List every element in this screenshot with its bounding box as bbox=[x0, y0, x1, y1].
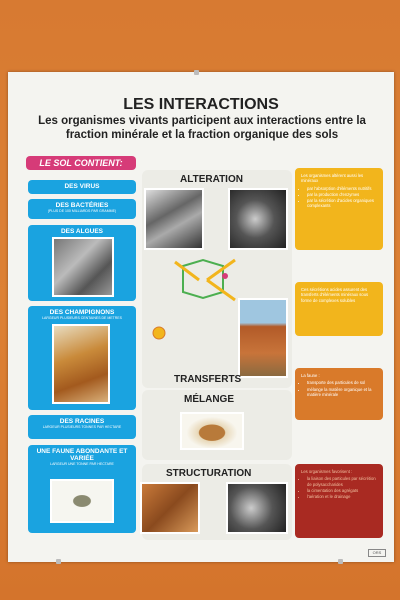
left-item-virus bbox=[28, 180, 136, 194]
hexagon-shape bbox=[183, 260, 223, 298]
list-item: • par la sécrétion d'acides organiques complexants bbox=[307, 198, 377, 209]
list-item: • la cimentation des agrégats bbox=[307, 488, 377, 493]
list-item: • par l'absorption d'éléments nutritifs bbox=[307, 186, 377, 191]
box-text: Les organismes altèrent aussi les minéraux bbox=[301, 173, 364, 184]
left-item-champignons bbox=[28, 306, 136, 410]
list-item: • l'aération et le drainage bbox=[307, 494, 377, 499]
poster-title: LES INTERACTIONS bbox=[123, 96, 279, 113]
item-title: DES VIRUS bbox=[64, 183, 100, 190]
pin bbox=[194, 70, 199, 75]
item-subtitle: (PLUS DE 100 MILLIARDS PAR GRAMME) bbox=[47, 209, 117, 213]
item-subtitle: LARGEUR PLUSIEURS CENTAINES DE METRES bbox=[42, 316, 122, 320]
structuration-photo-1 bbox=[140, 482, 200, 534]
poster-subtitle: Les organismes vivants participent aux interactions entre la fraction minérale et la fraction organique des sols bbox=[38, 115, 366, 141]
left-item-faune bbox=[28, 445, 136, 533]
section-structuration: STRUCTURATION bbox=[166, 468, 252, 479]
item-title: DES RACINES bbox=[59, 418, 105, 425]
arrow-line bbox=[207, 280, 235, 300]
alteration-photo-2 bbox=[228, 188, 288, 250]
item-title: UNE FAUNE ABONDANTE ET VARIÉE bbox=[36, 448, 128, 462]
sun-icon bbox=[148, 322, 170, 344]
melange-photo bbox=[180, 412, 244, 450]
item-subtitle: LARGEUR PLUSIEURS TONNES PAR HECTARE bbox=[42, 425, 122, 429]
poster bbox=[8, 72, 394, 562]
pin bbox=[338, 559, 343, 564]
section-transferts: TRANSFERTS bbox=[174, 374, 242, 385]
fauna-photo bbox=[50, 479, 114, 523]
left-item-algues bbox=[28, 225, 136, 301]
left-item-racines bbox=[28, 415, 136, 439]
info-box-faune bbox=[295, 368, 383, 420]
termite-mound-photo bbox=[238, 298, 288, 378]
fungi-photo bbox=[52, 324, 110, 404]
item-subtitle: LARGEUR UNE TONNE PAR HECTARE bbox=[50, 462, 114, 466]
item-title: DES ALGUES bbox=[60, 228, 103, 235]
item-title: DES BACTÉRIES bbox=[55, 202, 109, 209]
structuration-photo-2 bbox=[226, 482, 288, 534]
box-text: Ces sécrétions acides assurent des transferts d'éléments minéraux sous forme de complexes solubles bbox=[301, 287, 369, 303]
algae-photo bbox=[52, 237, 114, 297]
section-alteration: ALTERATION bbox=[180, 174, 243, 185]
box-text: Les organismes favorisent : bbox=[301, 469, 353, 474]
list-item: • mélange la matière organique et la matière minérale bbox=[307, 387, 377, 398]
dot-marker bbox=[222, 273, 228, 279]
exchange-diagram bbox=[173, 256, 243, 302]
list-item: • transporte des particules de sol bbox=[307, 380, 377, 385]
section-melange: MÉLANGE bbox=[184, 394, 234, 405]
list-item: • par la production d'enzymes bbox=[307, 192, 377, 197]
info-box-structuration bbox=[295, 464, 383, 538]
alteration-photo-1 bbox=[144, 188, 204, 250]
item-title: DES CHAMPIGNONS bbox=[49, 309, 115, 316]
list-item: • la liaison des particules par sécrétion de polysaccharides bbox=[307, 476, 377, 487]
sol-contient-label: LE SOL CONTIENT: bbox=[26, 156, 136, 170]
publisher-logo: ORS bbox=[368, 549, 386, 557]
pin bbox=[56, 559, 61, 564]
box-text: La faune : bbox=[301, 373, 320, 378]
info-box-secretions bbox=[295, 282, 383, 336]
left-item-bacteries bbox=[28, 199, 136, 219]
info-box-alteration bbox=[295, 168, 383, 250]
